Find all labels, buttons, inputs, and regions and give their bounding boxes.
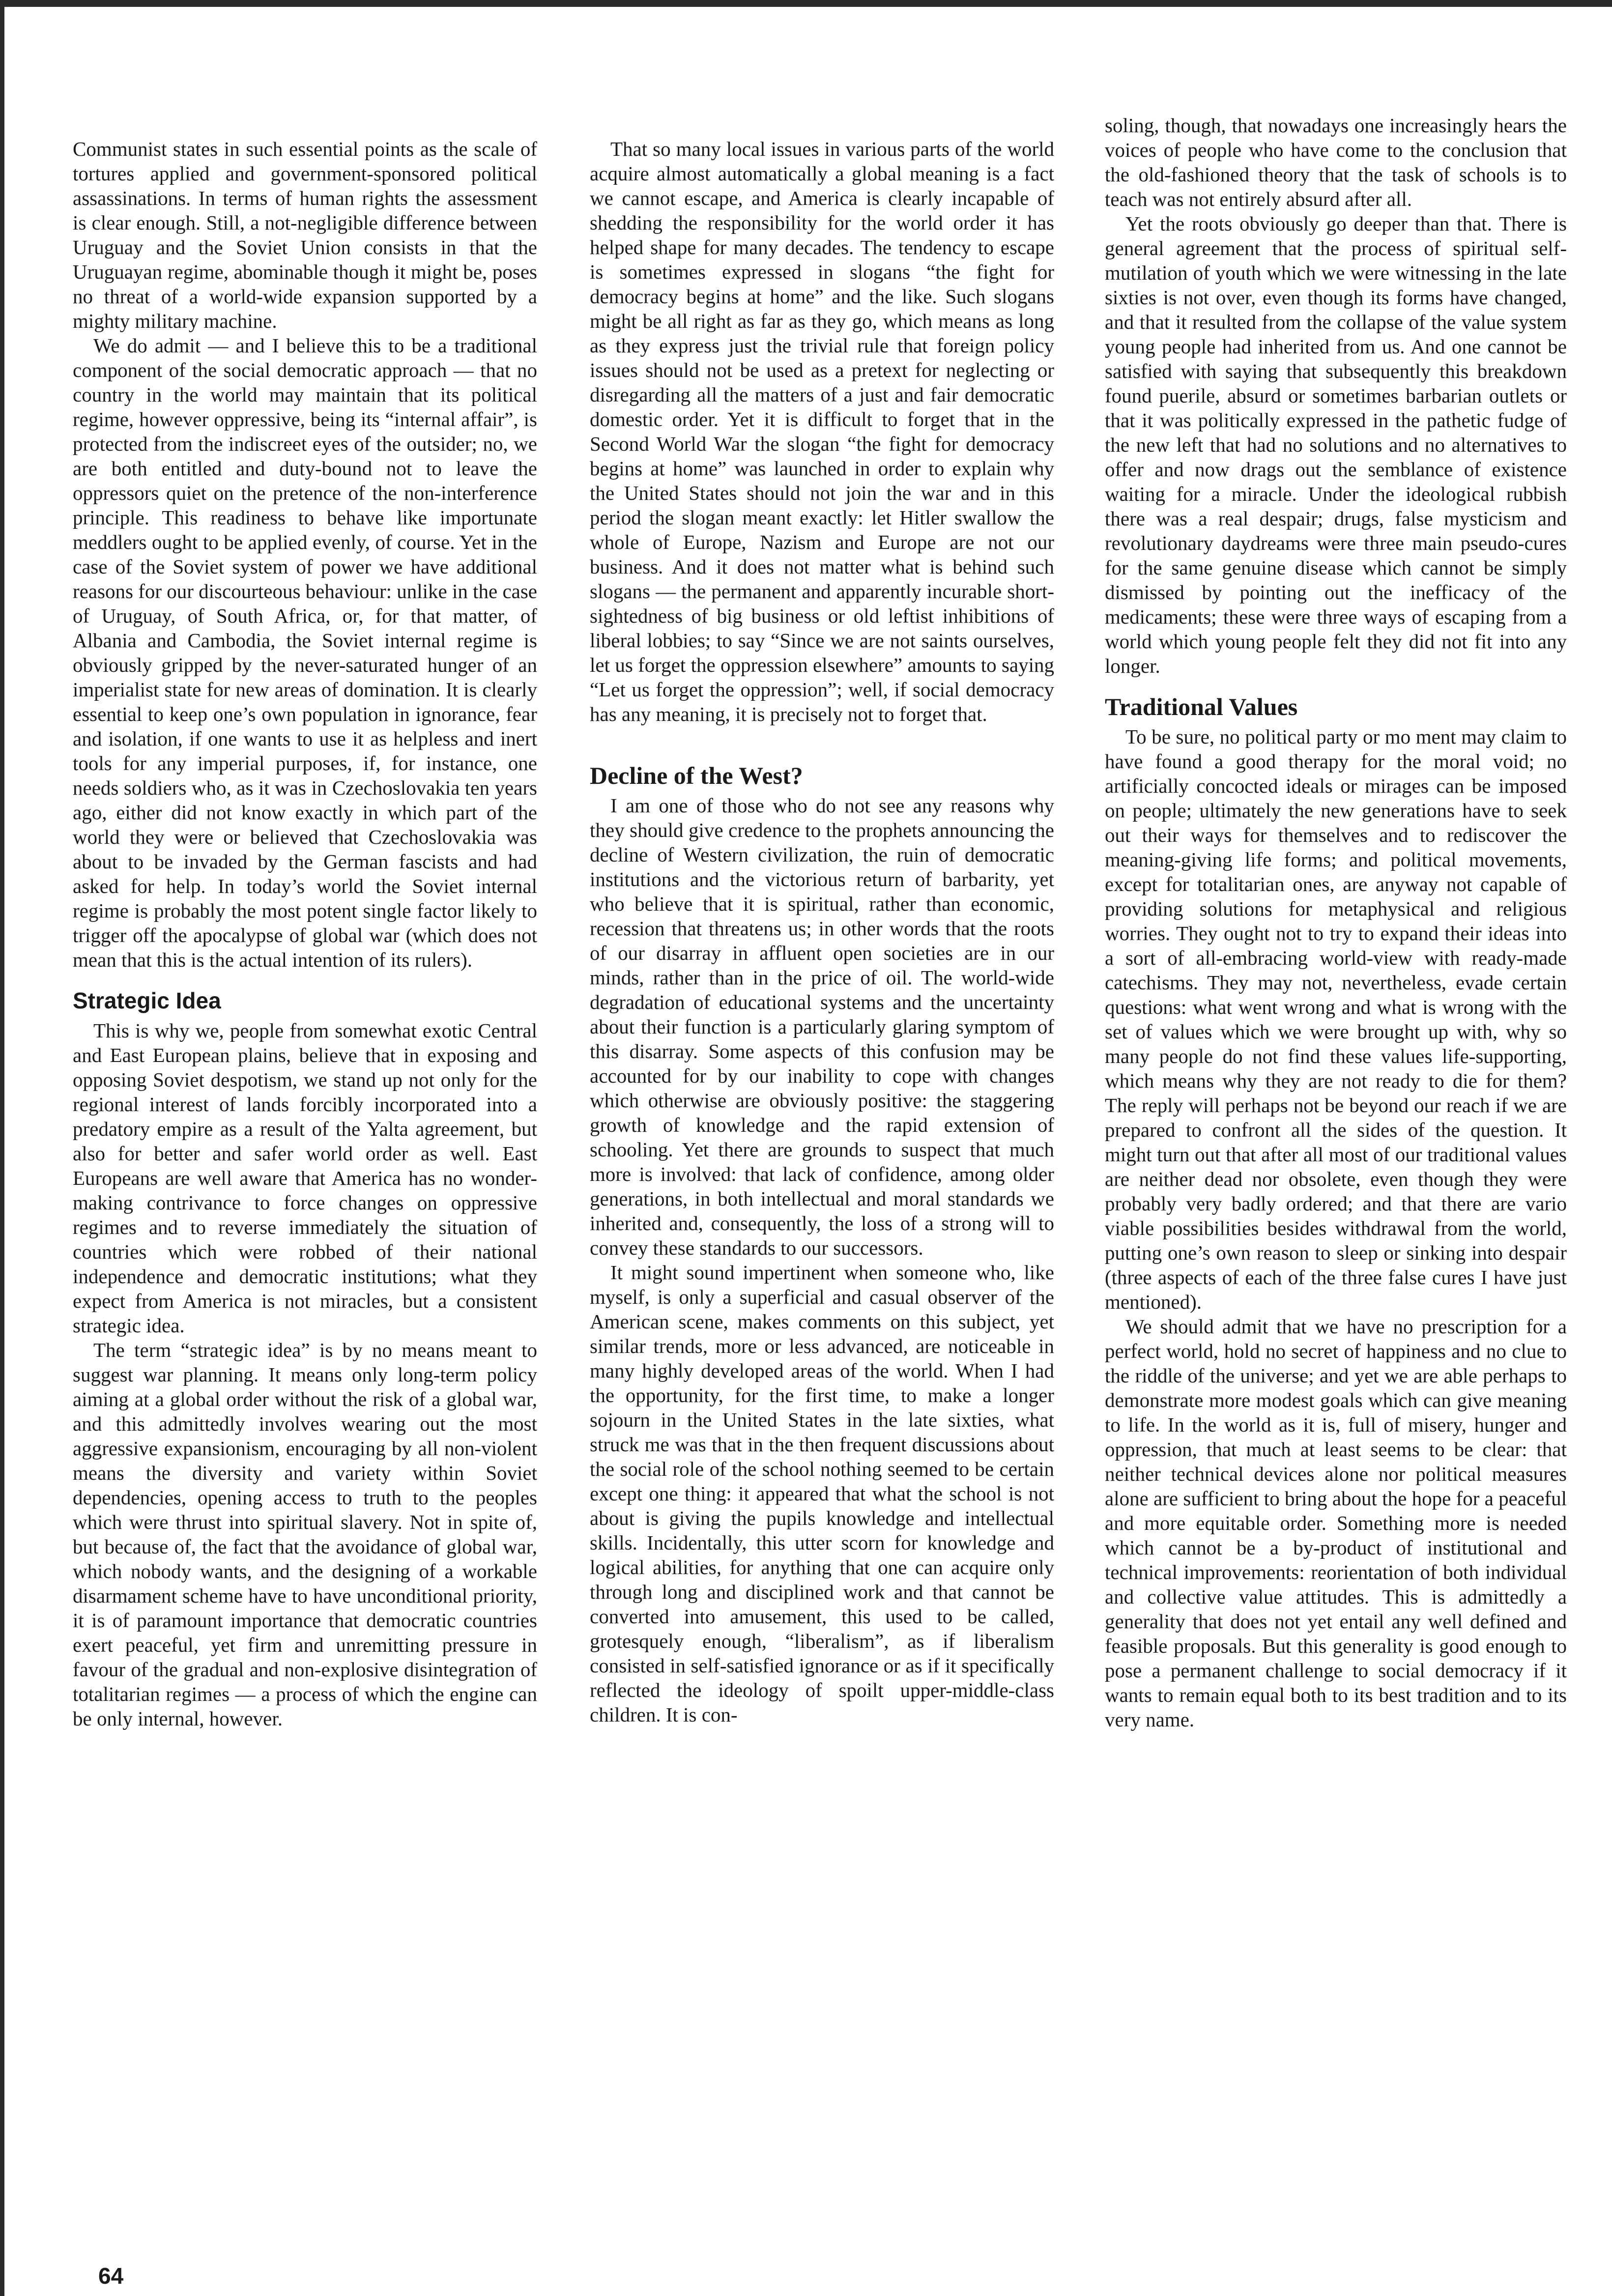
section-heading-decline-of-the-west: Decline of the West? bbox=[590, 762, 803, 789]
paragraph: soling, though, that nowadays one increasingly hears the voices of people who have come to the conclusion that the old-fashioned theory that the task of schools is to teach was not entirely absurd after all. bbox=[1105, 114, 1567, 210]
paragraph: That so many local issues in various parts of the world acquire almost automatically a global meaning is a fact we cannot escape, and America is clearly incapable of shedding the responsibility for the world order it has helped shape for many decades. The tendency to escape is sometimes expressed in slogans “the fight for democracy begins at home” and the like. Such slogans might be all right as far as they go, which means as long as they express just the trivial rule that foreign policy issues should not be used as a pretext for neglecting or disregarding all the matters of a just and fair democratic domestic order. Yet it is difficult to forget that in the Second World War the slogan “the fight for democracy begins at home” was launched in order to explain why the United States should not join the war and in this period the slogan meant exactly: let Hitler swallow the whole of Europe, Nazism and Europe are not our business. And it does not matter what is behind such slogans — the permanent and apparently incurable short-sightedness of big business or old leftist inhibitions of liberal lobbies; to say “Since we are not saints ourselves, let us forget the oppression elsewhere” amounts to saying “Let us forget the oppression”; well, if social democracy has any meaning, it is precisely not to forget that. bbox=[590, 138, 1054, 725]
section-heading-strategic-idea: Strategic Idea bbox=[73, 988, 221, 1013]
paragraph: This is why we, people from somewhat exotic Central and East European plains, believe that in exposing and opposing Soviet despotism, we stand up not only for the regional interest of lands forcibly incorporated into a predatory empire as a result of the Yalta agreement, but also for better and safer world order as well. East Europeans are well aware that America has no wonder-making contrivance to force changes on oppressive regimes and to reverse immediately the situation of countries which were robbed of their national independence and democratic institutions; what they expect from America is not miracles, but a consistent strategic idea. bbox=[73, 1019, 537, 1337]
section-heading-traditional-values: Traditional Values bbox=[1105, 693, 1298, 720]
paragraph: Communist states in such essential points as the scale of tortures applied and government-sponsored political assassinations. In terms of human rights the assessment is clear enough. Still, a not-negligible difference between Uruguay and the Soviet Union consists in that the Uruguayan regime, abominable though it might be, poses no threat of a world-wide expansion supported by a mighty military machine. bbox=[73, 138, 537, 332]
paragraph: We do admit — and I believe this to be a traditional component of the social democratic approach — that no country in the world may maintain that its political regime, however oppressive, being its “internal affair”, is protected from the indiscreet eyes of the outsider; no, we are both entitled and duty-bound not to leave the oppressors quiet on the pretence of the non-interference principle. This readiness to behave like importunate meddlers ought to be applied evenly, of course. Yet in the case of the Soviet system of power we have additional reasons for our discourteous behaviour: unlike in the case of Uruguay, of South Africa, or, for that matter, of Albania and Cambodia, the Soviet internal regime is obviously gripped by the never-saturated hunger of an imperialist state for new areas of domination. It is clearly essential to keep one’s own population in ignorance, fear and isolation, if one wants to use it as helpless and inert tools for any imperial purposes, if, for instance, one needs soldiers who, as it was in Czechoslovakia ten years ago, either did not know exactly in which part of the world they were or believed that Czechoslovakia was about to be invaded by the German fascists and had asked for help. In today’s world the Soviet internal regime is probably the most potent single factor likely to trigger off the apocalypse of global war (which does not mean that this is the actual intention of its rulers). bbox=[73, 334, 538, 971]
page-number: 64 bbox=[98, 2263, 124, 2289]
paragraph: To be sure, no political party or mo ment may claim to have found a good therapy for the moral void; no artificially concocted ideals or mirages can be imposed on people; ultimately the new generations have to seek out their ways for themselves and to rediscover the meaning-giving life forms; and political movements, except for totalitarian ones, are anyway not capable of providing solutions for metaphysical and religious worries. They ought not to try to expand their ideas into a sort of all-embracing world-view with ready-made catechisms. They may not, nevertheless, evade certain questions: what went wrong and what is wrong with the set of values which we were brought up with, why so many people do not find these values life-supporting, which means why they are not ready to die for them? The reply will perhaps not be beyond our reach if we are prepared to confront all the sides of the question. It might turn out that after all most of our traditional values are neither dead nor obsolete, even though they were probably very badly ordered; and that there are vario viable possibilities besides withdrawal from the world, putting one’s own reason to sleep or sinking into despair (three aspects of each of the three false cures I have just mentioned). bbox=[1105, 725, 1567, 1313]
paragraph: We should admit that we have no prescription for a perfect world, hold no secret of happiness and no clue to the riddle of the universe; and yet we are able perhaps to demonstrate more modest goals which can give meaning to life. In the world as it is, full of misery, hunger and oppression, that much at least seems to be clear: that neither technical devices alone nor political measures alone are sufficient to bring about the hope for a peaceful and more equitable order. Something more is needed which cannot be a by-product of institutional and technical improvements: reorientation of both individual and collective value attitudes. This is admittedly a generality that does not yet entail any well defined and feasible proposals. But this generality is good enough to pose a permanent challenge to social democracy if it wants to remain equal both to its best tradition and to its very name. bbox=[1105, 1315, 1567, 1731]
paragraph: Yet the roots obviously go deeper than that. There is general agreement that the process of spiritual self-mutilation of youth which we were witnessing in the late sixties is not over, even though its forms have changed, and that it resulted from the collapse of the value system young people had inherited from us. And one cannot be satisfied with saying that subsequently this breakdown found puerile, absurd or sometimes barbarian outlets or that it was politically expressed in the pathetic fudge of the new left that had no solutions and no alternatives to offer and now drags out the semblance of existence waiting for a miracle. Under the ideological rubbish there was a real despair; drugs, false mysticism and revolutionary daydreams were three main pseudo-cures for the same genuine disease which cannot be simply dismissed by pointing out the inefficacy of the medicaments; these were three ways of escaping from a world which young people felt they did not fit into any longer. bbox=[1105, 212, 1567, 677]
paragraph: It might sound impertinent when someone who, like myself, is only a superficial and casual observer of the American scene, makes comments on this subject, yet similar trends, more or less advanced, are noticeable in many highly developed areas of the world. When I had the opportunity, for the first time, to make a longer sojourn in the United States in the late sixties, what struck me was that in the then frequent discussions about the social role of the school nothing seemed to be certain except one thing: it appeared that what the school is not about is giving the pupils knowledge and intellectual skills. Incidentally, this utter scorn for knowledge and logical abilities, for anything that one can acquire only through long and disciplined work and that cannot be converted into amusement, this used to be called, grotesquely enough, “liberalism”, as if liberalism consisted in self-satisfied ignorance or as if it specifically reflected the ideology of spoilt upper-middle-class children. It is con- bbox=[590, 1261, 1054, 1726]
top-border-rule bbox=[0, 0, 1612, 7]
column-2 bbox=[590, 137, 1054, 1727]
column-1 bbox=[73, 137, 537, 1731]
paragraph: The term “strategic idea” is by no means meant to suggest war planning. It means only long-term policy aiming at a global order without the risk of a global war, and this admittedly involves wearing out the most aggressive expansionism, encouraging by all non-violent means the diversity and variety within Soviet dependencies, opening access to truth to the peoples which were thrust into spiritual slavery. Not in spite of, but because of, the fact that the avoidance of global war, which nobody wants, and the designing of a workable disarmament scheme have to have unconditional priority, it is of paramount importance that democratic countries exert peaceful, yet firm and unremitting pressure in favour of the gradual and non-explosive disintegration of totalitarian regimes — a process of which the engine can be only internal, however. bbox=[73, 1339, 537, 1730]
left-border-rule bbox=[0, 0, 4, 2296]
column-3 bbox=[1105, 113, 1567, 1732]
paragraph: I am one of those who do not see any reasons why they should give credence to the prophets announcing the decline of Western civilization, the ruin of democratic institutions and the victorious return of barbarity, yet who believe that it is spiritual, rather than economic, recession that threatens us; in other words that the roots of our disarray in affluent open societies are in our minds, rather than in the price of oil. The world-wide degradation of educational systems and the uncertainty about their function is a particularly glaring symptom of this disarray. Some aspects of this confusion may be accounted for by our inability to cope with changes which otherwise are obviously positive: the staggering growth of knowledge and the rapid extension of schooling. Yet there are grounds to suspect that much more is involved: that lack of confidence, among older generations, in both intellectual and moral standards we inherited and, consequently, the loss of a strong will to convey these standards to our successors. bbox=[590, 794, 1054, 1259]
